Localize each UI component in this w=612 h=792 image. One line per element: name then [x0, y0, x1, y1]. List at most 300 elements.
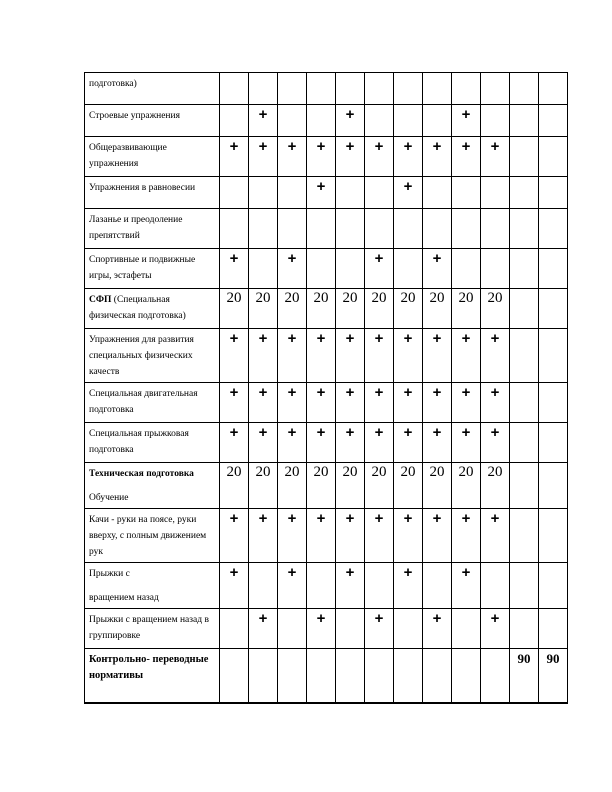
- table-cell: [365, 609, 394, 649]
- table-cell: [539, 609, 568, 649]
- table-cell: [220, 289, 249, 329]
- table-cell: [481, 463, 510, 509]
- table-cell: [510, 105, 539, 137]
- plus-mark: +: [287, 384, 297, 401]
- table-cell: [510, 177, 539, 209]
- plus-mark: +: [258, 424, 268, 441]
- plus-mark: +: [287, 250, 297, 267]
- plus-mark: +: [403, 424, 413, 441]
- table-cell: [307, 649, 336, 703]
- table-cell: [307, 73, 336, 105]
- table-cell: [510, 73, 539, 105]
- plus-mark: +: [432, 138, 442, 155]
- cell-value: 90: [517, 651, 531, 666]
- cell-value: 20: [255, 464, 271, 480]
- table-cell: [307, 563, 336, 609]
- plus-mark: +: [258, 384, 268, 401]
- plus-mark: +: [229, 138, 239, 155]
- cell-value: 20: [342, 464, 358, 480]
- table-cell: [539, 509, 568, 563]
- plus-mark: +: [345, 424, 355, 441]
- row-label-text: Специальная двигательная подготовка: [89, 389, 198, 415]
- table-row: [85, 609, 568, 649]
- table-cell: [307, 423, 336, 463]
- table-cell: [307, 609, 336, 649]
- table-cell: [423, 105, 452, 137]
- table-cell: [365, 73, 394, 105]
- table-cell: [365, 463, 394, 509]
- table-cell: [336, 137, 365, 177]
- table-cell: [394, 383, 423, 423]
- plus-mark: +: [345, 510, 355, 527]
- plus-mark: +: [490, 610, 500, 627]
- plus-mark: +: [345, 106, 355, 123]
- row-label-sub: Обучение: [89, 493, 129, 503]
- table-cell: [394, 177, 423, 209]
- table-cell: [278, 209, 307, 249]
- table-cell: [481, 423, 510, 463]
- plus-mark: +: [287, 138, 297, 155]
- table-cell: [539, 649, 568, 703]
- table-cell: [510, 509, 539, 563]
- table-row: [85, 289, 568, 329]
- table-cell: [481, 563, 510, 609]
- row-label-text: Контрольно- переводные нормативы: [89, 654, 209, 681]
- table-cell: [510, 209, 539, 249]
- table-row: [85, 329, 568, 383]
- table-cell: [249, 329, 278, 383]
- row-label-text: Прыжки с вращением назад в группировке: [89, 615, 209, 641]
- table-cell: [394, 423, 423, 463]
- table-row: [85, 105, 568, 137]
- table-cell: [394, 329, 423, 383]
- plus-mark: +: [345, 384, 355, 401]
- table-cell: [307, 329, 336, 383]
- plus-mark: +: [461, 510, 471, 527]
- table-cell: [510, 383, 539, 423]
- table-cell: [307, 209, 336, 249]
- row-label: [85, 463, 220, 509]
- table-cell: [307, 383, 336, 423]
- plus-mark: +: [258, 106, 268, 123]
- table-cell: [278, 423, 307, 463]
- table-cell: [481, 289, 510, 329]
- table-cell: [452, 649, 481, 703]
- table-row: [85, 509, 568, 563]
- plus-mark: +: [229, 510, 239, 527]
- cell-value: 20: [226, 464, 242, 480]
- plus-mark: +: [229, 564, 239, 581]
- table-cell: [336, 73, 365, 105]
- cell-value: 20: [342, 290, 358, 306]
- table-cell: [423, 249, 452, 289]
- table-cell: [278, 73, 307, 105]
- table-cell: [365, 105, 394, 137]
- table-cell: [394, 649, 423, 703]
- plus-mark: +: [461, 106, 471, 123]
- cell-value: 20: [284, 290, 300, 306]
- plus-mark: +: [403, 384, 413, 401]
- plus-mark: +: [229, 250, 239, 267]
- table-cell: [394, 137, 423, 177]
- table-cell: [278, 649, 307, 703]
- table-cell: [220, 649, 249, 703]
- cell-value: 20: [371, 464, 387, 480]
- table-cell: [249, 289, 278, 329]
- plus-mark: +: [461, 330, 471, 347]
- table-cell: [220, 249, 249, 289]
- table-cell: [278, 137, 307, 177]
- plus-mark: +: [345, 138, 355, 155]
- plus-mark: +: [229, 384, 239, 401]
- table-cell: [365, 563, 394, 609]
- row-label: [85, 649, 220, 703]
- table-cell: [336, 509, 365, 563]
- table-cell: [307, 463, 336, 509]
- table-cell: [452, 249, 481, 289]
- table-cell: [278, 509, 307, 563]
- cell-value: 20: [487, 290, 503, 306]
- table-cell: [336, 423, 365, 463]
- table-cell: [220, 329, 249, 383]
- table-row: [85, 463, 568, 509]
- table-cell: [481, 177, 510, 209]
- table-cell: [539, 137, 568, 177]
- row-label: [85, 177, 220, 209]
- plus-mark: +: [432, 610, 442, 627]
- table-row: [85, 649, 568, 703]
- table-cell: [423, 383, 452, 423]
- table-cell: [394, 73, 423, 105]
- table-cell: [249, 73, 278, 105]
- row-label: [85, 509, 220, 563]
- row-label-text: Прыжки с: [89, 569, 130, 579]
- plus-mark: +: [316, 510, 326, 527]
- row-label-text: подготовка): [89, 79, 137, 89]
- plus-mark: +: [229, 330, 239, 347]
- table-cell: [510, 609, 539, 649]
- cell-value: 20: [429, 464, 445, 480]
- table-cell: [249, 383, 278, 423]
- table-cell: [394, 509, 423, 563]
- table-row: [85, 423, 568, 463]
- row-label: [85, 209, 220, 249]
- table-cell: [539, 73, 568, 105]
- row-label-text: Спортивные и подвижные игры, эстафеты: [89, 255, 196, 281]
- table-cell: [249, 105, 278, 137]
- table-cell: [365, 509, 394, 563]
- cell-value: 20: [255, 290, 271, 306]
- table-cell: [365, 177, 394, 209]
- table-cell: [510, 423, 539, 463]
- table-cell: [510, 137, 539, 177]
- plus-mark: +: [432, 330, 442, 347]
- table-cell: [423, 609, 452, 649]
- cell-value: 20: [226, 290, 242, 306]
- table-cell: [336, 329, 365, 383]
- table-cell: [307, 509, 336, 563]
- table-cell: [365, 423, 394, 463]
- plus-mark: +: [374, 610, 384, 627]
- table-cell: [452, 423, 481, 463]
- plus-mark: +: [461, 384, 471, 401]
- table-cell: [220, 177, 249, 209]
- table-cell: [394, 209, 423, 249]
- cell-value: 20: [458, 464, 474, 480]
- table-cell: [249, 649, 278, 703]
- table-cell: [423, 329, 452, 383]
- plus-mark: +: [374, 510, 384, 527]
- plus-mark: +: [229, 424, 239, 441]
- table-cell: [220, 73, 249, 105]
- row-label-text: Качи - руки на поясе, руки вверху, с полным движением рук: [89, 515, 207, 557]
- table-cell: [249, 463, 278, 509]
- table-cell: [365, 383, 394, 423]
- plus-mark: +: [258, 610, 268, 627]
- table-cell: [510, 329, 539, 383]
- plus-mark: +: [374, 424, 384, 441]
- row-label: [85, 105, 220, 137]
- plus-mark: +: [345, 330, 355, 347]
- cell-value: 90: [546, 651, 560, 666]
- table-cell: [278, 105, 307, 137]
- table-cell: [249, 177, 278, 209]
- table-cell: [336, 209, 365, 249]
- table-cell: [423, 177, 452, 209]
- table-cell: [423, 137, 452, 177]
- cell-value: 20: [400, 464, 416, 480]
- plus-mark: +: [403, 510, 413, 527]
- table-cell: [249, 609, 278, 649]
- table-cell: [423, 423, 452, 463]
- table-row: [85, 249, 568, 289]
- plus-mark: +: [316, 178, 326, 195]
- plus-mark: +: [287, 510, 297, 527]
- plus-mark: +: [490, 384, 500, 401]
- table-cell: [481, 73, 510, 105]
- table-cell: [481, 383, 510, 423]
- plus-mark: +: [490, 330, 500, 347]
- table-cell: [365, 249, 394, 289]
- cell-value: 20: [458, 290, 474, 306]
- table-cell: [539, 463, 568, 509]
- table-cell: [307, 105, 336, 137]
- table-cell: [423, 649, 452, 703]
- table-cell: [249, 563, 278, 609]
- table-cell: [249, 423, 278, 463]
- row-label: [85, 423, 220, 463]
- table-cell: [249, 137, 278, 177]
- row-label-text: Упражнения для развития специальных физических качеств: [89, 335, 194, 377]
- table-cell: [307, 249, 336, 289]
- plus-mark: +: [461, 564, 471, 581]
- plus-mark: +: [461, 138, 471, 155]
- table-cell: [336, 649, 365, 703]
- plus-mark: +: [287, 330, 297, 347]
- table-cell: [220, 563, 249, 609]
- table-cell: [336, 289, 365, 329]
- table-cell: [481, 105, 510, 137]
- table-cell: [307, 177, 336, 209]
- table-cell: [365, 137, 394, 177]
- table-cell: [307, 137, 336, 177]
- table-cell: [336, 105, 365, 137]
- cell-value: 20: [313, 464, 329, 480]
- row-label: [85, 137, 220, 177]
- cell-value: 20: [284, 464, 300, 480]
- table-cell: [452, 289, 481, 329]
- table-cell: [481, 329, 510, 383]
- table-cell: [423, 509, 452, 563]
- plus-mark: +: [403, 564, 413, 581]
- table-cell: [336, 249, 365, 289]
- table-row: [85, 383, 568, 423]
- table-cell: [539, 249, 568, 289]
- table-cell: [481, 609, 510, 649]
- table-cell: [452, 563, 481, 609]
- row-label: [85, 563, 220, 609]
- row-label: [85, 73, 220, 105]
- table-cell: [278, 563, 307, 609]
- table-cell: [336, 177, 365, 209]
- table-cell: [394, 289, 423, 329]
- plus-mark: +: [374, 250, 384, 267]
- row-label-text: Специальная прыжковая подготовка: [89, 429, 189, 455]
- table-row: [85, 177, 568, 209]
- table-cell: [423, 463, 452, 509]
- table-row: [85, 563, 568, 609]
- row-label-bold: СФП: [89, 295, 112, 305]
- table-cell: [278, 329, 307, 383]
- table-cell: [278, 249, 307, 289]
- table-cell: [481, 509, 510, 563]
- plus-mark: +: [316, 384, 326, 401]
- table-cell: [394, 463, 423, 509]
- table-cell: [220, 383, 249, 423]
- table-cell: [278, 177, 307, 209]
- plus-mark: +: [403, 178, 413, 195]
- table-cell: [394, 105, 423, 137]
- plus-mark: +: [316, 330, 326, 347]
- table-cell: [394, 609, 423, 649]
- table-cell: [220, 509, 249, 563]
- row-label: [85, 383, 220, 423]
- plus-mark: +: [316, 610, 326, 627]
- table-cell: [307, 289, 336, 329]
- table-cell: [394, 249, 423, 289]
- table-cell: [481, 249, 510, 289]
- cell-value: 20: [313, 290, 329, 306]
- table-cell: [452, 137, 481, 177]
- table-cell: [481, 209, 510, 249]
- table-cell: [539, 329, 568, 383]
- table-cell: [452, 329, 481, 383]
- table-cell: [452, 383, 481, 423]
- plus-mark: +: [258, 330, 268, 347]
- table-cell: [423, 563, 452, 609]
- table-cell: [365, 209, 394, 249]
- table-cell: [423, 73, 452, 105]
- table-cell: [510, 649, 539, 703]
- table-cell: [336, 383, 365, 423]
- table-cell: [481, 137, 510, 177]
- row-label-text: Лазанье и преодоление препятствий: [89, 215, 183, 241]
- plus-mark: +: [461, 424, 471, 441]
- table-cell: [336, 463, 365, 509]
- row-label-text: Упражнения в равновесии: [89, 183, 196, 193]
- table-cell: [336, 563, 365, 609]
- plus-mark: +: [403, 330, 413, 347]
- table-row: [85, 209, 568, 249]
- table-cell: [220, 137, 249, 177]
- table-cell: [510, 289, 539, 329]
- plus-mark: +: [432, 250, 442, 267]
- table-cell: [481, 649, 510, 703]
- cell-value: 20: [371, 290, 387, 306]
- row-label: [85, 329, 220, 383]
- cell-value: 20: [487, 464, 503, 480]
- table-cell: [365, 649, 394, 703]
- plus-mark: +: [258, 510, 268, 527]
- table-cell: [336, 609, 365, 649]
- cell-value: 20: [400, 290, 416, 306]
- training-plan-table: [84, 72, 568, 704]
- plus-mark: +: [374, 330, 384, 347]
- table-cell: [510, 463, 539, 509]
- table-cell: [452, 209, 481, 249]
- row-label-bold: Техническая подготовка: [89, 469, 194, 479]
- row-label-rest: (Специальная физическая подготовка): [89, 295, 186, 321]
- table-cell: [539, 177, 568, 209]
- table-cell: [278, 609, 307, 649]
- table-cell: [539, 383, 568, 423]
- table-cell: [249, 209, 278, 249]
- table-cell: [365, 289, 394, 329]
- row-label: [85, 289, 220, 329]
- plus-mark: +: [432, 424, 442, 441]
- table-cell: [249, 249, 278, 289]
- table-cell: [220, 423, 249, 463]
- plus-mark: +: [490, 510, 500, 527]
- cell-value: 20: [429, 290, 445, 306]
- plus-mark: +: [316, 138, 326, 155]
- table-cell: [220, 105, 249, 137]
- table-cell: [539, 105, 568, 137]
- table-cell: [423, 289, 452, 329]
- plus-mark: +: [432, 510, 442, 527]
- table-cell: [452, 177, 481, 209]
- table-cell: [539, 289, 568, 329]
- plus-mark: +: [403, 138, 413, 155]
- table-cell: [452, 105, 481, 137]
- table-cell: [452, 73, 481, 105]
- row-label: [85, 609, 220, 649]
- table-cell: [510, 249, 539, 289]
- row-label: [85, 249, 220, 289]
- plus-mark: +: [345, 564, 355, 581]
- row-label-sub: вращением назад: [89, 593, 159, 603]
- table-cell: [220, 463, 249, 509]
- plus-mark: +: [374, 384, 384, 401]
- plus-mark: +: [316, 424, 326, 441]
- table-cell: [452, 463, 481, 509]
- table-cell: [249, 509, 278, 563]
- table-cell: [452, 609, 481, 649]
- plus-mark: +: [432, 384, 442, 401]
- table-cell: [539, 423, 568, 463]
- plus-mark: +: [490, 138, 500, 155]
- table-cell: [423, 209, 452, 249]
